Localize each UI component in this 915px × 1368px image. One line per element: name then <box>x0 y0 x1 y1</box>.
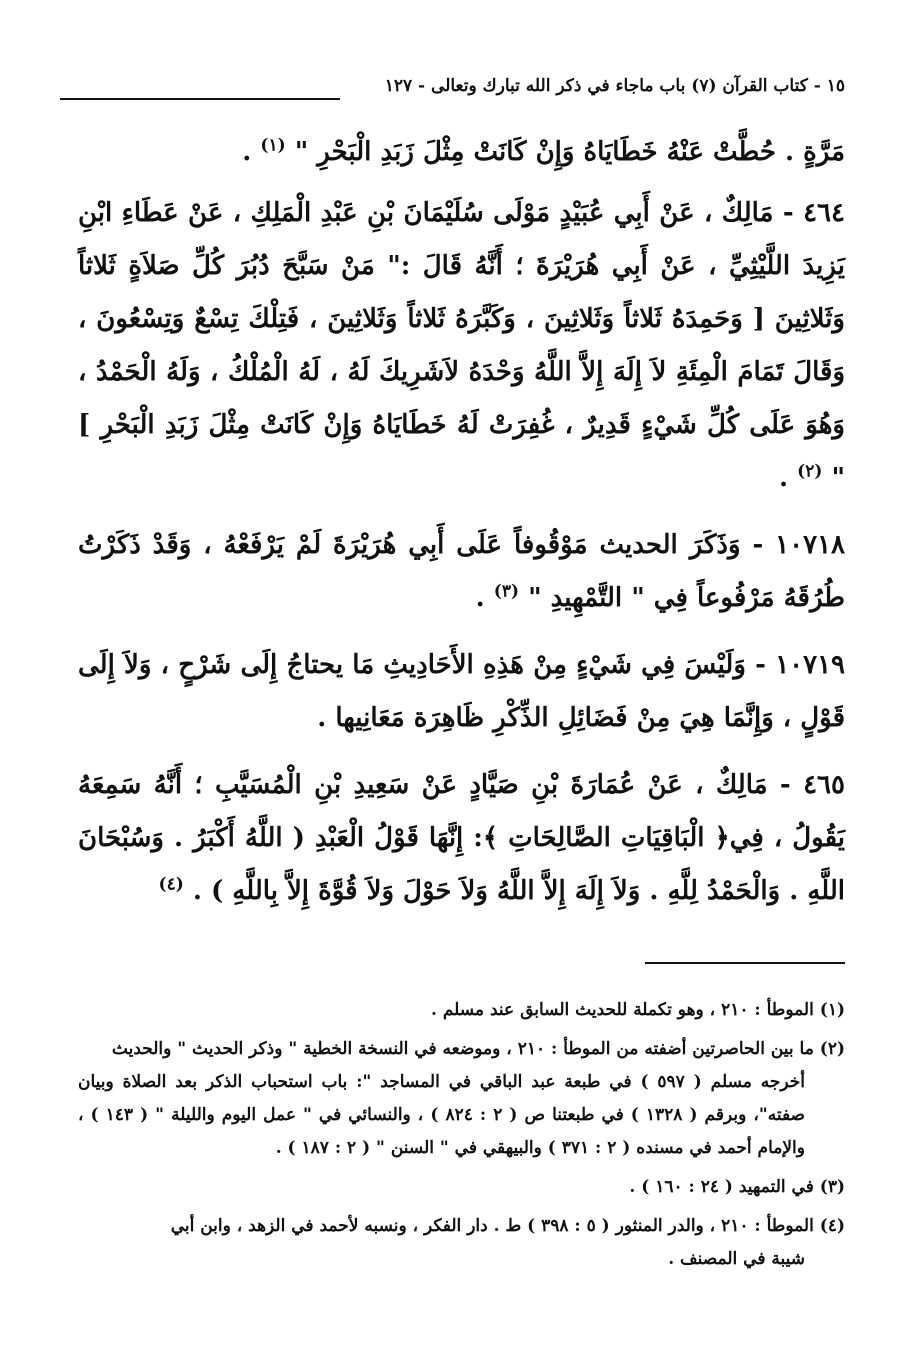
footnote-ref-3[interactable]: (٣) <box>493 581 519 602</box>
paragraph-1: مَرَّةٍ . حُطَّتْ عَنْهُ خَطَايَاهُ وَإِنْ كَانَتْ مِثْلَ زَبَدِ الْبَحْرِ " $^{(١)}$ . <box>242 135 845 167</box>
hadith-number-465: ٤٦٥ <box>803 770 845 800</box>
footnote-ref-2[interactable]: (٢) <box>797 461 823 482</box>
paragraph-1-text: مَرَّةٍ . حُطَّتْ عَنْهُ خَطَايَاهُ وَإِنْ كَانَتْ مِثْلَ زَبَدِ الْبَحْرِ " <box>294 137 845 167</box>
footnote-4-continuation: شيبة في المصنف . <box>668 1249 805 1269</box>
paragraph-10719-text: - وَلَيْسَ فِي شَيْءٍ مِنْ هَذِهِ الأَحَادِيثِ مَا يحتاجُ إِلَى شَرْحٍ ، وَلاَ إِلَى قَوْلٍ ، وَإِنَّمَا هِيَ مِنْ فَضَائِلِ الذِّكْرِ ظَاهِرَة مَعَانِيها . <box>78 650 845 733</box>
paragraph-464: ٤٦٤ - مَالِكٌ ، عَنْ أَبِي عُبَيْدٍ مَوْلَى سُلَيْمَانَ بْنِ عَبْدِ الْمَلِكِ ، عَنْ عَطَاءِ ابْنِ يَزِيدَ اللَّيْثِيِّ ، عَنْ أَبِي هُرَيْرَةَ ؛ أَنَّهُ قَالَ :" مَنْ سَبَّحَ دُبُرَ كُلِّ صَلاَةٍ ثَلاثاً وَثَلاثِينَ [ وَحَمِدَهُ ثَلاثاً وَثَلاثِينَ ، وَكَبَّرَهُ ثَلاثاً وَثَلاثِينَ ، فَتِلْكَ تِسْعٌ وَتِسْعُونَ ، وَقَالَ تَمَامَ الْمِئَةِ لاَ إِلَهَ إِلاَّ اللَّهُ وَحْدَهُ لاَشَرِيكَ لَهُ ، لَهُ الْمُلْكُ ، وَلَهُ الْحَمْدُ ، وَهُوَ عَلَى كُلِّ شَيْءٍ قَدِيرٌ ، غُفِرَتْ لَهُ خَطَايَاهُ وَإِنْ كَانَتْ مِثْلَ زَبَدِ الْبَحْرِ ] " $^{(٢)}$ . <box>78 198 845 493</box>
paragraph-465-text: - مَالِكٌ ، عَنْ عُمَارَةَ بْنِ صَيَّادٍ عَنْ سَعِيدِ بْنِ الْمُسَيَّبِ ؛ أَنَّهُ سَمِعَهُ يَقُولُ ، فِي﴿ الْبَاقِيَاتِ الصَّالِحَاتِ ﴾: إِنَّهَا قَوْلُ الْعَبْدِ ( اللَّهُ أَكْبَرُ . وَسُبْحَانَ اللَّهِ . وَالْحَمْدُ لِلَّهِ . وَلاَ إِلَهَ إِلاَّ اللَّهُ وَلاَ حَوْلَ وَلاَ قُوَّةَ إِلاَّ بِاللَّهِ ) . <box>78 770 845 906</box>
footnote-2-line-1: (٢) ما بين الحاصرتين أضفته من الموطأ : ٢١٠ ، وموضعه في النسخة الخطية " وذكر الحديث " والحديث <box>111 1039 845 1059</box>
footnote-ref-4[interactable]: (٤) <box>158 874 184 895</box>
paragraph-464-text: - مَالِكٌ ، عَنْ أَبِي عُبَيْدٍ مَوْلَى سُلَيْمَانَ بْنِ عَبْدِ الْمَلِكِ ، عَنْ عَطَاءِ ابْنِ يَزِيدَ اللَّيْثِيِّ ، عَنْ أَبِي هُرَيْرَةَ ؛ أَنَّهُ قَالَ :" مَنْ سَبَّحَ دُبُرَ كُلِّ صَلاَةٍ ثَلاثاً وَثَلاثِينَ [ وَحَمِدَهُ ثَلاثاً وَثَلاثِينَ ، وَكَبَّرَهُ ثَلاثاً وَثَلاثِينَ ، فَتِلْكَ تِسْعٌ وَتِسْعُونَ ، وَقَالَ تَمَامَ الْمِئَةِ لاَ إِلَهَ إِلاَّ اللَّهُ وَحْدَهُ لاَشَرِيكَ لَهُ ، لَهُ الْمُلْكُ ، وَلَهُ الْحَمْدُ ، وَهُوَ عَلَى كُلِّ شَيْءٍ قَدِيرٌ ، غُفِرَتْ لَهُ خَطَايَاهُ وَإِنْ كَانَتْ مِثْلَ زَبَدِ الْبَحْرِ ] " <box>78 198 845 493</box>
paragraph-10718: ١٠٧١٨ - وَذَكَرَ الحديث مَوْقُوفاً عَلَى أَبِي هُرَيْرَةَ لَمْ يَرْفَعْهُ ، وَقَدْ ذَكَرْتُ طُرُقَهُ مَرْفُوعاً فِي " التَّمْهِيدِ " $^{(٣)}$ . <box>78 530 845 613</box>
footnotes <box>78 994 845 1282</box>
hadith-number-464: ٤٦٤ <box>803 198 845 228</box>
footnote-2-continuation: أخرجه مسلم ( ٥٩٧ ) في طبعة عبد الباقي في المساجد ": باب استحباب الذكر بعد الصلاة وبيان صفته"، وبرقم ( ١٣٢٨ ) في طبعتنا ص ( ٢ : ٨٢٤ ) ، والنسائي في " عمل اليوم والليلة " ( ١٤٣ ) ، والإمام أحمد في مسنده ( ٢ : ٣٧١ ) والبيهقي في " السنن " ( ٢ : ١٨٧ ) . <box>78 1072 805 1158</box>
running-header <box>60 74 845 108</box>
paragraph-465 <box>78 759 845 918</box>
footnote-1: (١) الموطأ : ٢١٠ ، وهو تكملة للحديث السابق عند مسلم . <box>430 1000 845 1020</box>
paragraph-10718-text: - وَذَكَرَ الحديث مَوْقُوفاً عَلَى أَبِي هُرَيْرَةَ لَمْ يَرْفَعْهُ ، وَقَدْ ذَكَرْتُ طُرُقَهُ مَرْفُوعاً فِي " التَّمْهِيدِ " <box>78 530 845 613</box>
paragraph-number-10719: ١٠٧١٩ <box>775 650 846 680</box>
footnote-separator <box>645 962 845 964</box>
footnote-4 <box>78 1210 845 1276</box>
paragraph-10719 <box>78 639 845 745</box>
footnote-ref-1[interactable]: (١) <box>260 135 286 156</box>
header-text: ١٥ - كتاب القرآن (٧) باب ماجاء في ذكر الله تبارك وتعالى - ١٢٧ <box>384 76 845 96</box>
footnote-4-line-1: (٤) الموطأ : ٢١٠ ، والدر المنثور ( ٥ : ٣٩٨ ) ط . دار الفكر ، ونسبه لأحمد في الزهد ، وابن أبي <box>170 1216 845 1236</box>
footnote-2 <box>78 1033 845 1165</box>
header-rule <box>60 98 340 100</box>
paragraph-number-10718: ١٠٧١٨ <box>775 530 845 560</box>
main-text <box>78 126 845 932</box>
footnote-3: (٣) في التمهيد ( ٢٤ : ١٦٠ ) . <box>629 1177 845 1197</box>
